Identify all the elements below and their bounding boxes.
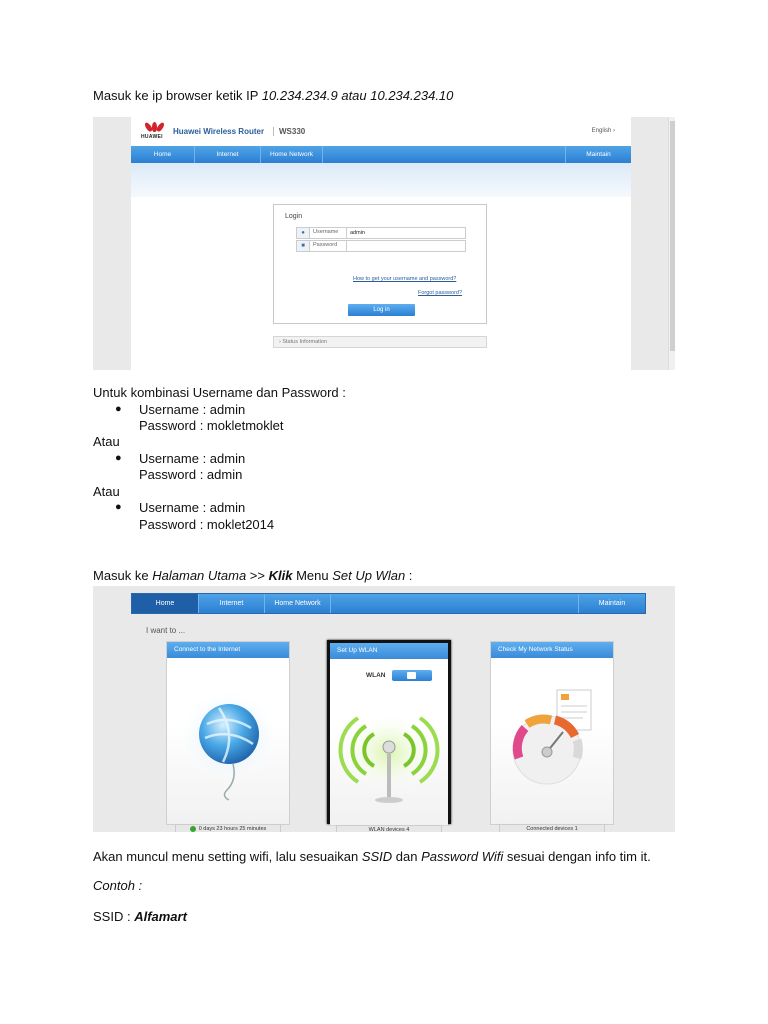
ssid-line: SSID : Alfamart [93,909,187,924]
huawei-logo-icon: HUAWEI [143,122,167,140]
nav-home[interactable]: Home [131,146,195,163]
router-login-page [131,117,631,370]
username-field[interactable]: ● Username admin [296,227,466,239]
intro-line: Masuk ke ip browser ketik IP 10.234.234.9 atau 10.234.234.10 [93,88,454,103]
combo-heading: Untuk kombinasi Username dan Password : [93,385,346,400]
user-icon: ● [297,228,310,238]
combo-1-username: Username : admin [139,402,246,417]
nav-home-network[interactable]: Home Network [265,594,331,613]
globe-icon [167,658,291,808]
or-label: Atau [93,484,120,499]
online-dot-icon [190,826,196,832]
help-link[interactable]: How to get your username and password? [353,276,457,282]
router-model: WS330 [273,127,305,136]
wlan-label: WLAN [366,672,386,679]
router-title: Huawei Wireless Router [173,127,265,136]
router-header [131,117,631,145]
step3-line: Akan muncul menu setting wifi, lalu sesuaikan SSID dan Password Wifi sesuai dengan info tim it. [93,849,651,864]
or-label: Atau [93,434,120,449]
router-navbar [131,593,646,614]
login-box [273,204,487,324]
wifi-antenna-icon [330,694,448,814]
nav-internet[interactable]: Internet [199,594,265,613]
status-information-bar[interactable]: › Status Information [273,336,487,348]
scrollbar[interactable] [668,117,675,370]
nav-maintain[interactable]: Maintain [578,594,645,613]
login-title: Login [285,213,303,220]
password-input[interactable] [346,241,350,251]
nav-home-network[interactable]: Home Network [261,146,323,163]
router-navbar [131,146,631,163]
language-selector[interactable]: English › [591,128,615,134]
combo-2-username: Username : admin [139,451,246,466]
combo-1-password: Password : mokletmoklet [139,418,284,433]
router-home-screenshot [93,586,675,832]
wlan-devices-status: WLAN devices 4 [336,825,442,832]
username-input[interactable]: admin [346,228,365,238]
banner-gradient [131,163,631,197]
password-field[interactable]: ■ Password [296,240,466,252]
ip-addresses: 10.234.234.9 atau 10.234.234.10 [261,88,454,103]
card-set-up-wlan[interactable]: Set Up WLAN WLAN WLAN devices 4 [327,640,451,824]
example-label: Contoh : [93,878,143,893]
combo-3-username: Username : admin [139,500,246,515]
login-button[interactable]: Log in [348,304,415,316]
i-want-label: I want to ... [146,626,186,635]
nav-internet[interactable]: Internet [195,146,261,163]
bullet-icon: ● [115,403,122,415]
card-network-status[interactable]: Check My Network Status Connected devices 1 [490,641,614,825]
bullet-icon: ● [115,501,122,513]
step2-line: Masuk ke Halaman Utama >> Klik Menu Set Up Wlan : [93,568,413,583]
forgot-password-link[interactable]: Forgot password? [418,290,463,296]
card-connect-internet[interactable]: Connect to the Internet 0 days 23 hours 25 minutes [166,641,290,825]
combo-3-password: Password : moklet2014 [139,517,275,532]
connected-devices-status: Connected devices 1 [499,824,605,832]
combo-2-password: Password : admin [139,467,243,482]
ssid-value: Alfamart [134,909,187,924]
router-login-screenshot [93,117,675,370]
bullet-icon: ● [115,452,122,464]
nav-home[interactable]: Home [132,594,199,613]
lock-icon: ■ [297,241,310,251]
uptime-status: 0 days 23 hours 25 minutes [175,824,281,832]
speed-gauge-icon [491,658,615,808]
nav-maintain[interactable]: Maintain [565,146,631,163]
wlan-toggle[interactable] [392,670,432,681]
